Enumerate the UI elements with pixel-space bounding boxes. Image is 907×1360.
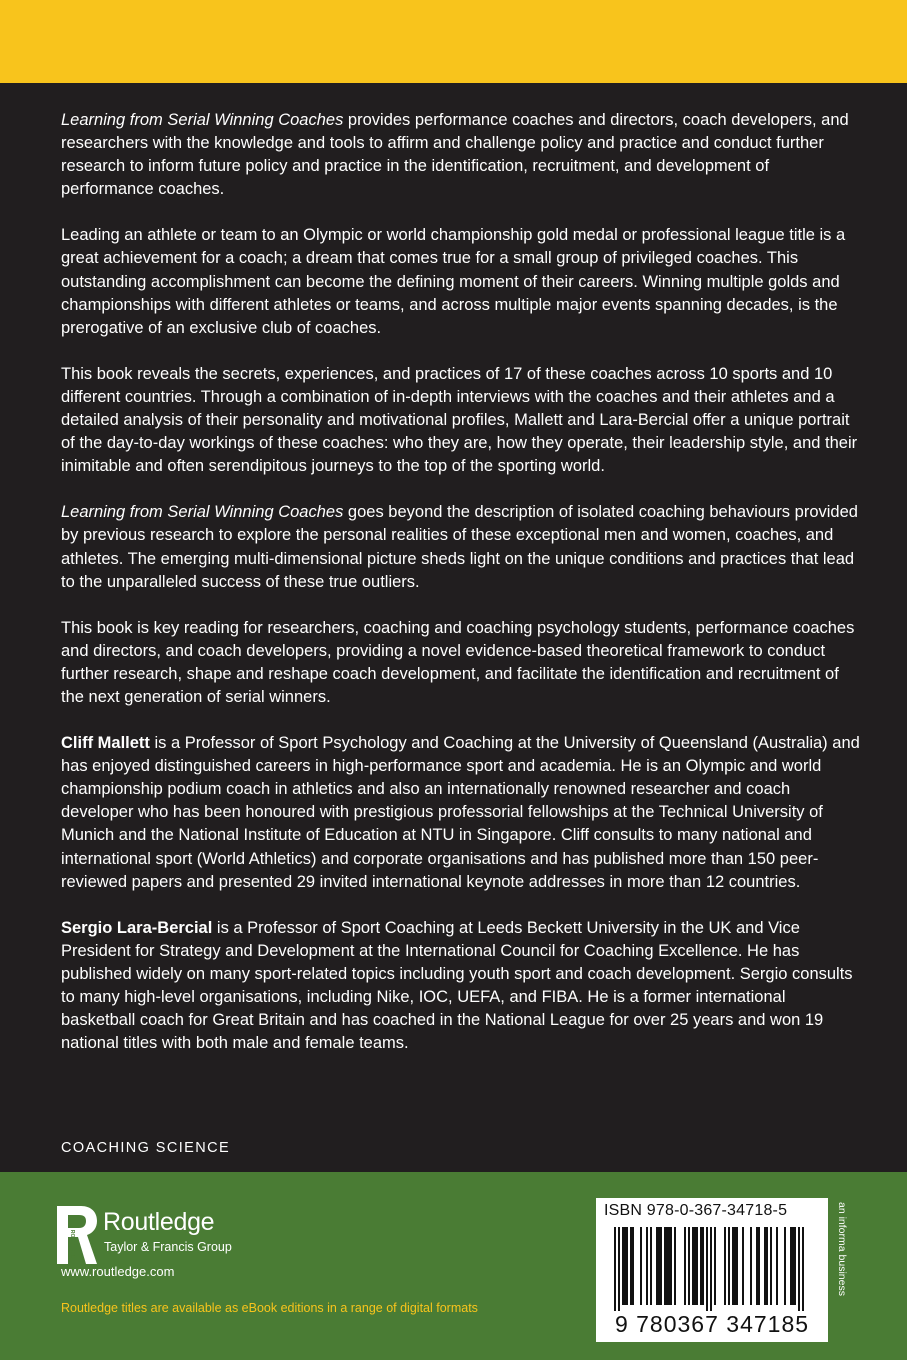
barcode-bar: [646, 1227, 648, 1305]
barcode-bar: [724, 1227, 726, 1305]
barcode-bar: [792, 1227, 794, 1305]
top-color-band: [0, 0, 907, 83]
barcode-bar: [702, 1227, 704, 1305]
barcode-bar: [750, 1227, 752, 1305]
barcode-bar: [776, 1227, 778, 1305]
description-paragraph-2: [61, 224, 861, 339]
author-bio-sergio-lara-bercial: [61, 917, 861, 1056]
barcode-bar: [684, 1227, 686, 1305]
barcode-bar: [734, 1227, 736, 1305]
barcode-bar: [784, 1227, 786, 1305]
logo-wordmark: ROUTLEDGE: [69, 1229, 75, 1263]
barcode-bar: [650, 1227, 652, 1305]
barcode-bar: [632, 1227, 634, 1305]
barcode-bar: [624, 1227, 626, 1305]
barcode-bar: [802, 1227, 804, 1311]
barcode-bar: [764, 1227, 766, 1305]
barcode-bar: [666, 1227, 668, 1305]
paragraph-text: This book reveals the secrets, experiences, and practices of 17 of these coaches across 10 sports and 10 different countries. Through a combination of in-depth interviews with the coaches and their athletes and a detailed analysis of their personality and motivational profiles, Mallett and Lara-Bercial offer a unique portrait of the day-to-day workings of these coaches: who they are, how they operate, their leadership style, and their inimitable and often serendipitous journeys to the top of the sporting world.: [61, 364, 858, 476]
author-name: Sergio Lara-Bercial: [61, 918, 213, 937]
author-name: Cliff Mallett: [61, 734, 150, 753]
barcode-bar: [766, 1227, 768, 1305]
barcode-bar: [630, 1227, 632, 1305]
publisher-url[interactable]: www.routledge.com: [61, 1264, 175, 1279]
barcode-bar: [688, 1227, 690, 1305]
book-title-italic: Learning from Serial Winning Coaches: [61, 503, 344, 522]
barcode-bar: [770, 1227, 772, 1305]
barcode-bar: [710, 1227, 712, 1311]
ebook-note: Routledge titles are available as eBook editions in a range of digital formats: [61, 1301, 478, 1315]
book-title-italic: Learning from Serial Winning Coaches: [61, 111, 344, 129]
description-paragraph-4: [61, 501, 861, 593]
barcode-bars: [610, 1227, 816, 1311]
barcode-digits: 9 780367 347185: [614, 1311, 810, 1337]
barcode-bar: [700, 1227, 702, 1305]
publisher-name: Routledge: [103, 1208, 215, 1236]
barcode-bar: [656, 1227, 658, 1305]
informa-tagline: an informa business: [836, 1202, 848, 1296]
barcode-bar: [658, 1227, 660, 1305]
barcode-bar: [798, 1227, 800, 1311]
barcode-bar: [696, 1227, 698, 1305]
barcode-bar: [736, 1227, 738, 1305]
barcode-bar: [614, 1227, 616, 1311]
routledge-logo-icon: [57, 1206, 97, 1264]
back-cover-description: [61, 109, 861, 1078]
barcode-bar: [660, 1227, 662, 1305]
paragraph-text: provides performance coaches and directors, coach developers, and researchers with the knowledge and tools to affirm and challenge policy and practice and conduct further research to inform future policy and practice in the identification, recruitment, and development of performance coaches.: [61, 111, 849, 199]
barcode-bar: [622, 1227, 624, 1305]
isbn-label: ISBN 978-0-367-34718-5: [604, 1202, 788, 1219]
series-label: COACHING SCIENCE: [61, 1140, 231, 1156]
author-bio-text: is a Professor of Sport Psychology and Coaching at the University of Queensland (Australia) and has enjoyed distinguished careers in high-performance sport and academia. He is an Olympic and world championship podium coach in athletics and also an internationally renowned researcher and coach developer who has been honoured with prestigious professorial fellowships at the Technical University of Munich and the National Institute of Education at NTU in Singapore. Cliff consults to many national and international sport (World Athletics) and corporate organisations and has published more than 150 peer-reviewed papers and presented 29 invited international keynote addresses in more than 12 countries.: [61, 734, 860, 891]
barcode-bar: [664, 1227, 666, 1305]
barcode-bar: [692, 1227, 694, 1305]
barcode-bar: [756, 1227, 758, 1305]
barcode-bar: [794, 1227, 796, 1305]
publisher-group: Taylor & Francis Group: [104, 1240, 232, 1254]
paragraph-text: goes beyond the description of isolated coaching behaviours provided by previous research to explore the personal realities of these exceptional men and women, coaches, and athletes. The emerging multi-dimensional picture sheds light on the unique conditions and practices that lead to the unparalleled success of these true outliers.: [61, 503, 858, 591]
author-bio-cliff-mallett: [61, 732, 861, 894]
paragraph-text: This book is key reading for researchers, coaching and coaching psychology students, performance coaches and directors, and coach developers, providing a novel evidence-based theoretical framework to conduct further research, shape and reshape coach development, and facilitate the identification and recruitment of the next generation of serial winners.: [61, 618, 855, 706]
isbn-barcode: [596, 1198, 828, 1342]
description-paragraph-5: [61, 617, 861, 709]
barcode-bar: [742, 1227, 744, 1305]
paragraph-text: Leading an athlete or team to an Olympic or world championship gold medal or professional league title is a great achievement for a coach; a dream that comes true for a small group of privileged coaches. This outstanding accomplishment can become the defining moment of their careers. Winning multiple golds and championships with different athletes or teams, and across multiple major events spanning decades, is the prerogative of an exclusive club of coaches.: [61, 226, 846, 337]
barcode-bar: [668, 1227, 670, 1305]
barcode-bar: [706, 1227, 708, 1311]
barcode-bar: [714, 1227, 716, 1305]
barcode-bar: [670, 1227, 672, 1305]
barcode-bar: [640, 1227, 642, 1305]
barcode-bar: [694, 1227, 696, 1305]
barcode-bar: [618, 1227, 620, 1311]
barcode-bar: [758, 1227, 760, 1305]
barcode-bar: [732, 1227, 734, 1305]
description-paragraph-3: [61, 363, 861, 478]
barcode-bar: [790, 1227, 792, 1305]
barcode-bar: [728, 1227, 730, 1305]
description-paragraph-1: [61, 109, 861, 201]
barcode-bar: [626, 1227, 628, 1305]
publisher-footer: [0, 1172, 907, 1360]
author-bio-text: is a Professor of Sport Coaching at Leeds Beckett University in the UK and Vice President for Strategy and Development at the International Council for Coaching Excellence. He has published widely on many sport-related topics including youth sport and coach development. Sergio consults to many high-level organisations, including Nike, IOC, UEFA, and FIBA. He is a former international basketball coach for Great Britain and has coached in the National League for over 25 years and won 19 national titles with both male and female teams.: [61, 918, 853, 1053]
barcode-bar: [674, 1227, 676, 1305]
